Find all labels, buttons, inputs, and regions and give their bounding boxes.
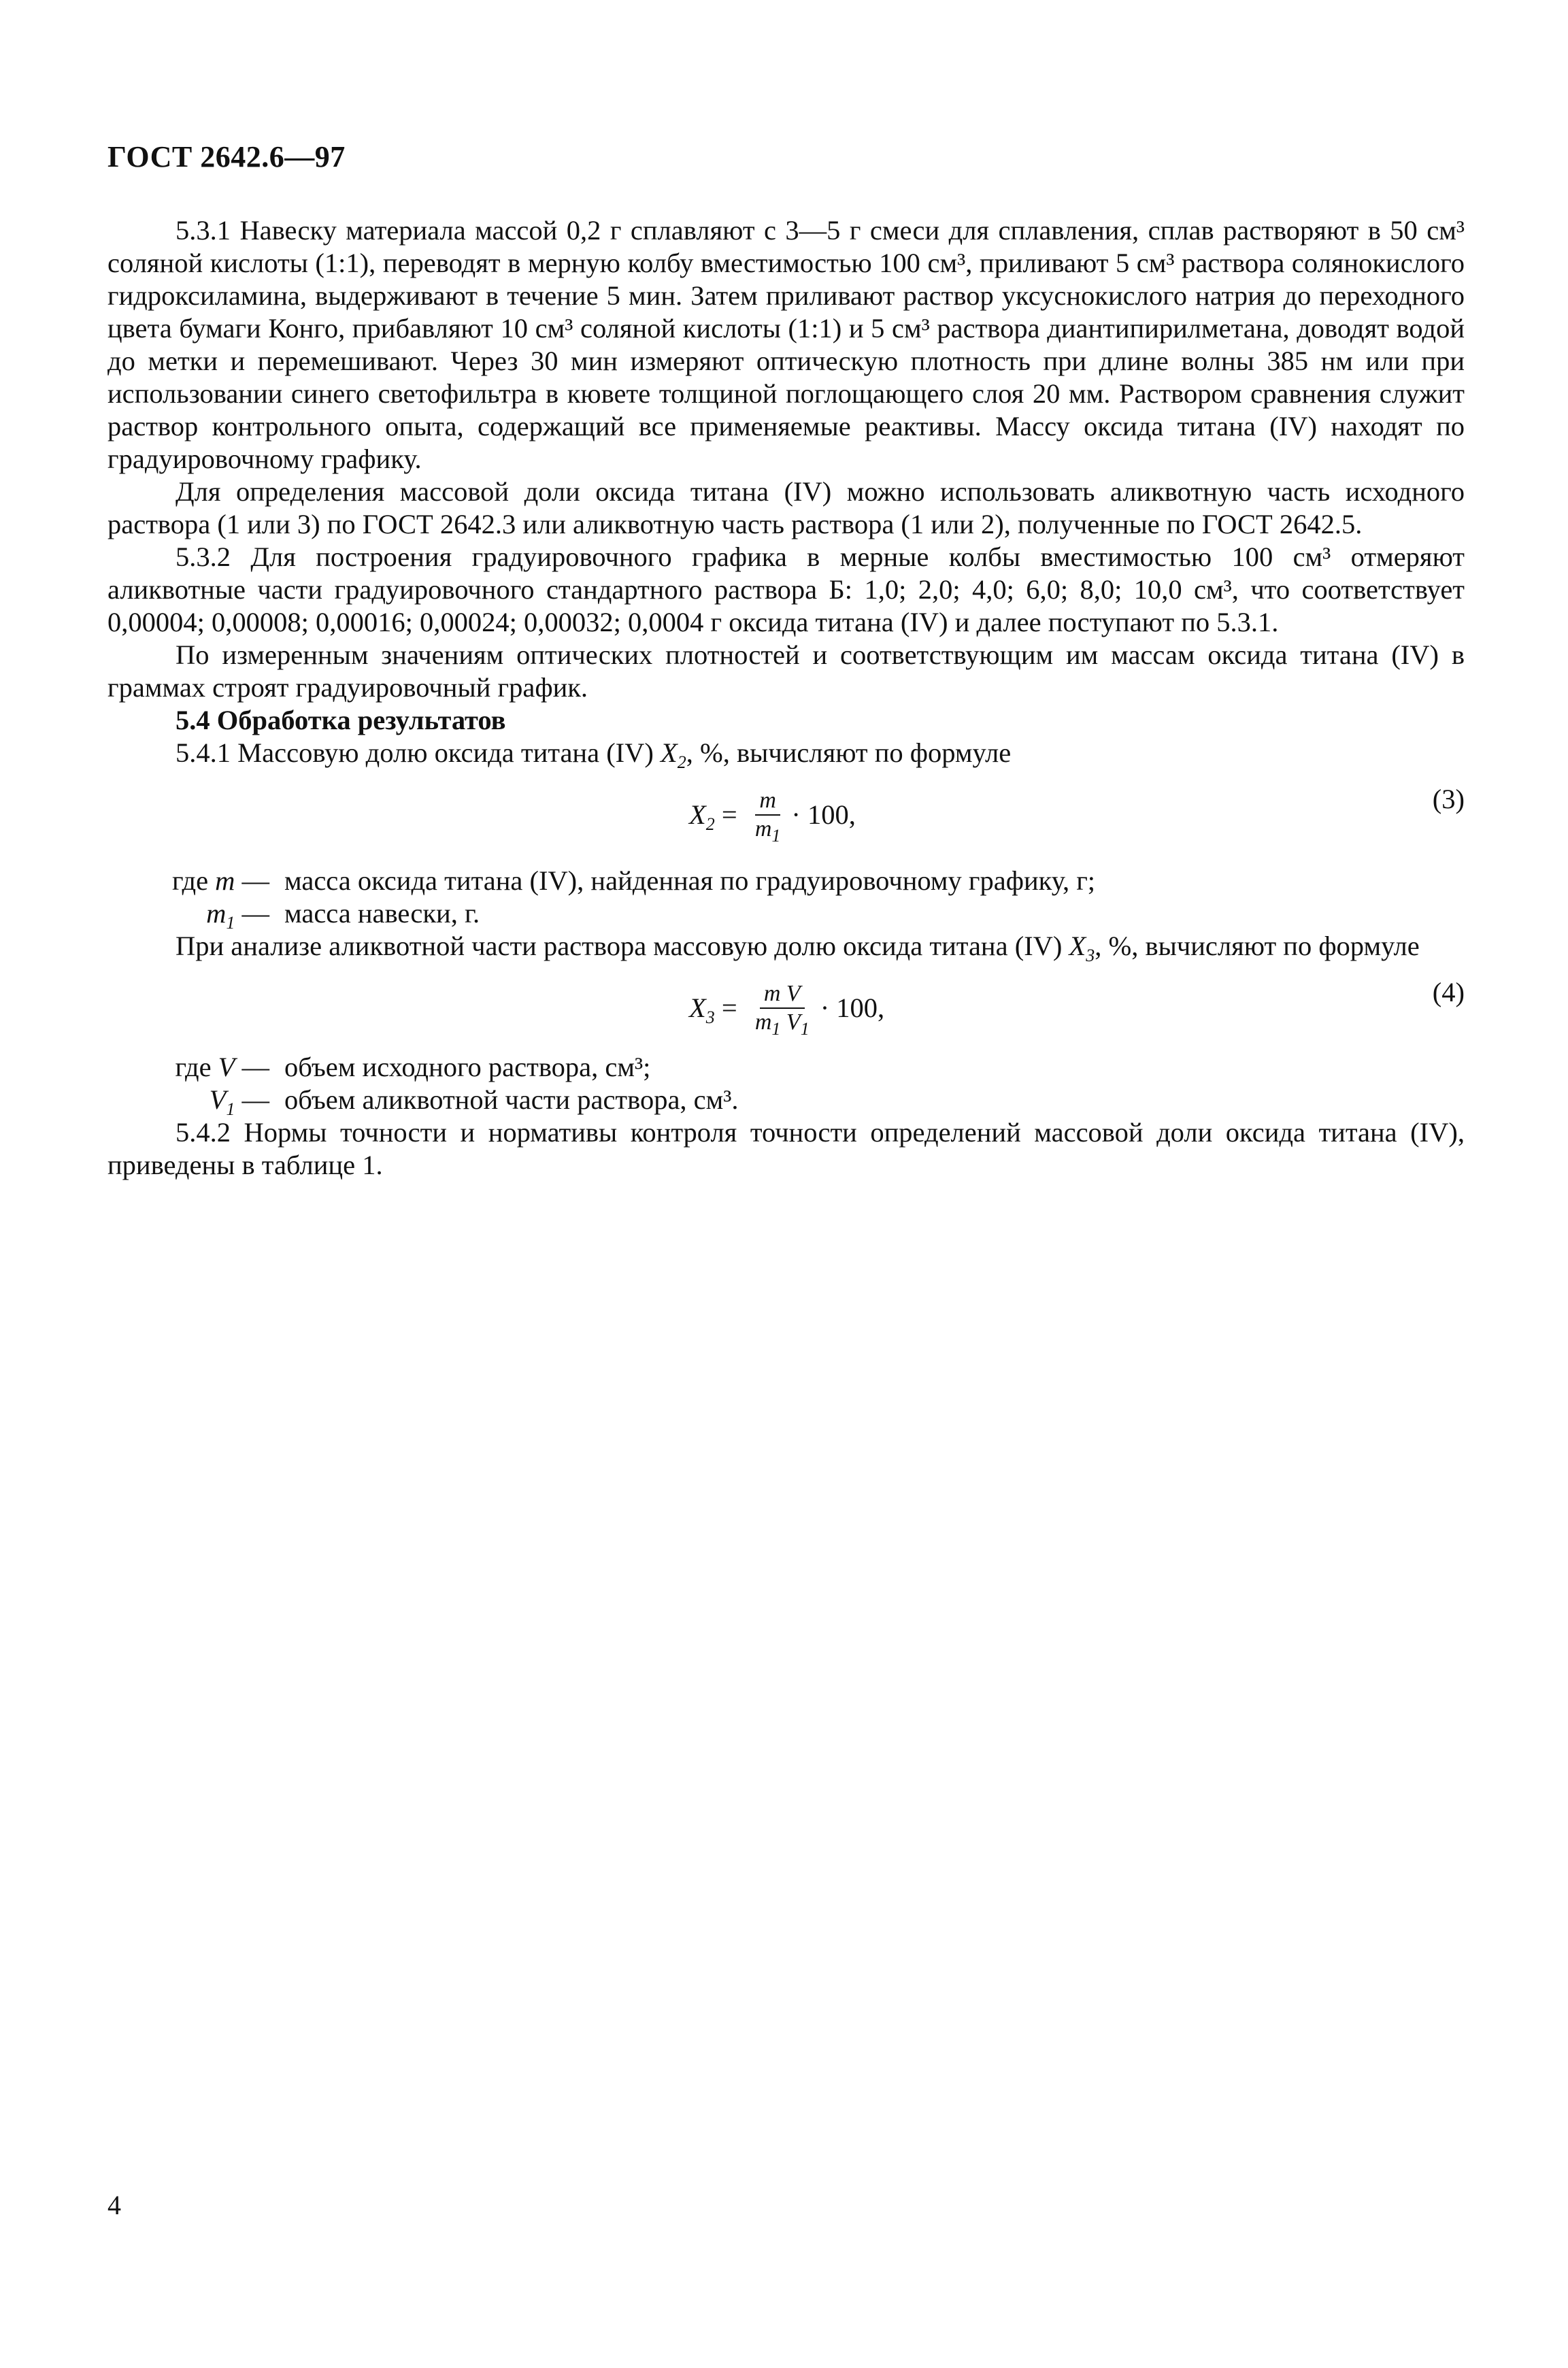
- definition-m1: $m_1$ — масса навески, г.: [206, 898, 480, 933]
- formula-4-number: (4): [1432, 977, 1465, 1007]
- paragraph-5-3-1: 5.3.1 Навеску материала массой 0,2 г сплавляют с 3—5 г смеси для сплавления, сплав растворяют в 50 см³ соляной кислоты (1:1), переводят в мерную колбу вместимостью 100 см³, приливают 5 см³ раствора солянокислого гидроксиламина, выдерживают в течение 5 мин. Затем приливают раствор уксуснокислого натрия до переходного цвета бумаги Конго, прибавляют 10 см³ соляной кислоты (1:1) и 5 см³ раствора диантипирилметана, доводят водой до метки и перемешивают. Через 30 мин измеряют оптическую плотность при длине волны 385 нм или при использовании синего светофильтра в кювете толщиной поглощающего слоя 20 мм. Раствором сравнения служит раствор контрольного опыта, содержащий все применяемые реактивы. Массу оксида титана (IV) находят по градуировочному графику.: [107, 215, 1465, 474]
- formula-3-row: [107, 769, 1465, 865]
- document-header: ГОСТ 2642.6—97: [107, 140, 346, 173]
- formula-4-definitions: [107, 1051, 1465, 1120]
- formula-4-lhs: $X_3$: [689, 993, 715, 1028]
- formula-3: [689, 788, 856, 846]
- definition-m-text: масса оксида титана (IV), найденная по градуировочному графику, г;: [284, 865, 1096, 896]
- formula-3-fraction: [751, 788, 785, 846]
- paragraph-aliquot-formula: При анализе аликвотной части раствора массовую долю оксида титана (IV) $X_3$, %, вычисляют по формуле: [176, 931, 1420, 966]
- formula-4: [689, 981, 885, 1039]
- page-number: 4: [107, 2190, 121, 2220]
- formula-4-denominator: $m_1$ $V_1$: [754, 1010, 810, 1039]
- definition-v1-text: объем аликвотной части раствора, см³.: [284, 1084, 739, 1115]
- document-body: [107, 214, 1465, 1182]
- definition-v-text: объем исходного раствора, см³;: [284, 1052, 651, 1082]
- paragraph-calibration-graph: По измеренным значениям оптических плотностей и соответствующим им массам оксида титана (IV) в граммах строят градуировочный график.: [107, 639, 1465, 703]
- paragraph-5-4-2: 5.4.2 Нормы точности и нормативы контроля точности определений массовой доли оксида титана (IV), приведены в таблице 1.: [107, 1117, 1465, 1180]
- formula-4-numerator: m V: [760, 982, 805, 1009]
- formula-4-row: [107, 963, 1465, 1051]
- formula-3-lhs: $X_2$: [689, 799, 715, 835]
- definition-v1: $V_1$ — объем аликвотной части раствора, см³.: [209, 1084, 739, 1120]
- paragraph-5-4-1: [107, 737, 1465, 773]
- formula-4-fraction: [751, 981, 814, 1039]
- formula-3-number: (3): [1432, 784, 1465, 814]
- definition-m1-text: масса навески, г.: [284, 898, 480, 929]
- formula-3-equals: =: [714, 799, 744, 830]
- section-heading-5-4: 5.4 Обработка результатов: [176, 705, 506, 735]
- formula-3-denominator: $m_1$: [754, 816, 781, 846]
- definition-v: где V — объем исходного раствора, см³;: [175, 1052, 651, 1082]
- formula-3-definitions: [107, 865, 1465, 933]
- paragraph-5-3-2: 5.3.2 Для построения градуировочного графика в мерные колбы вместимостью 100 см³ отмеряют аликвотные части градуировочного стандартного раствора Б: 1,0; 2,0; 4,0; 6,0; 8,0; 10,0 см³, что соответствует 0,00004; 0,00008; 0,00016; 0,00024; 0,00032; 0,0004 г оксида титана (IV) и далее поступают по 5.3.1.: [107, 541, 1465, 637]
- formula-3-tail: · 100,: [791, 799, 856, 830]
- formula-4-tail: · 100,: [820, 993, 885, 1023]
- paragraph-aliquot-note: Для определения массовой доли оксида титана (IV) можно использовать аликвотную часть исходного раствора (1 или 3) по ГОСТ 2642.3 или аликвотную часть раствора (1 или 2), полученные по ГОСТ 2642.5.: [107, 476, 1465, 539]
- symbol-x3: $X_3$: [1069, 931, 1095, 966]
- paragraph-5-4-1-tail: , %, вычисляют по формуле: [686, 737, 1012, 768]
- formula-4-equals: =: [714, 993, 744, 1023]
- formula-3-numerator: m: [755, 788, 780, 816]
- paragraph-5-4-1-lead: 5.4.1 Массовую долю оксида титана (IV): [176, 737, 661, 768]
- definition-m: где m — масса оксида титана (IV), найденная по градуировочному графику, г;: [171, 865, 1096, 896]
- symbol-x2: $X_2$: [661, 737, 686, 773]
